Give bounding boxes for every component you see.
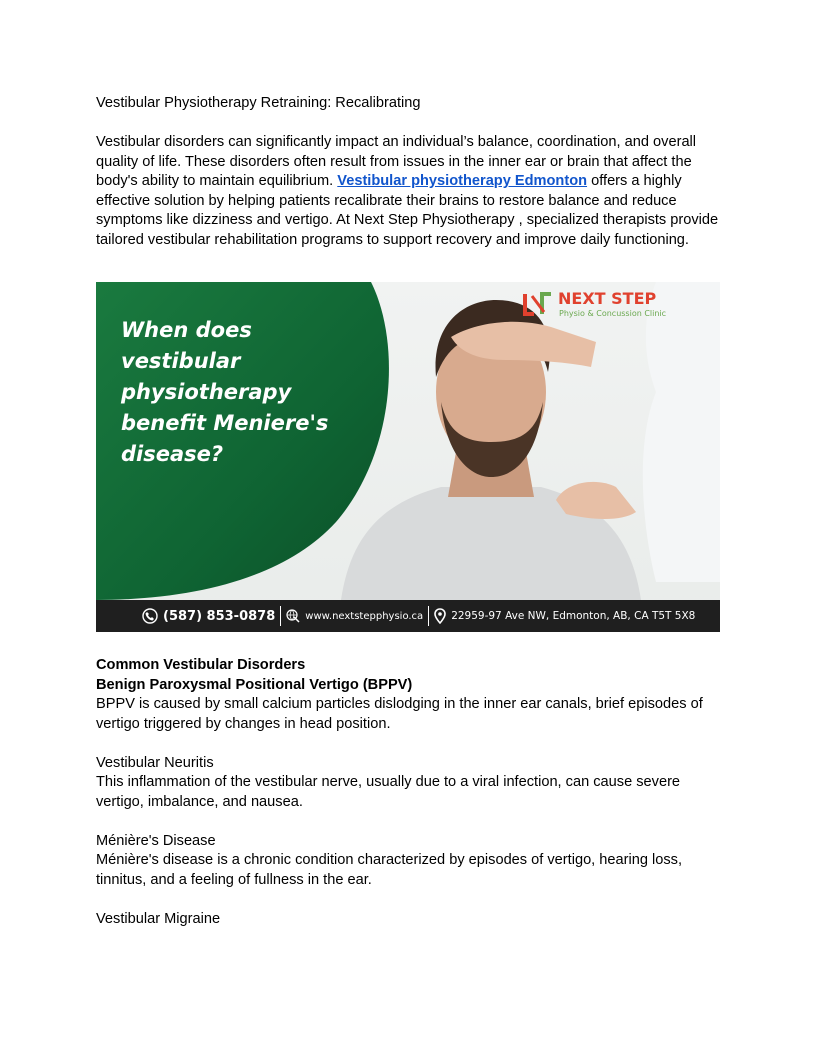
intro-text-after: offers a highly effective solution by helping patients recalibrate their brains to restore balance and reduce symptoms like dizziness and vertigo. At Next Step Physiotherapy , specialized therapists provide tailored vestibular rehabilitation programs to support recovery and improve daily functioning. xyxy=(96,173,719,248)
phone-number: (587) 853-0878 xyxy=(163,608,276,624)
contact-phone xyxy=(142,608,275,624)
neuritis-text: This inflammation of the vestibular nerve, usually due to a viral infection, can cause severe vertigo, imbalance, and nausea. xyxy=(96,774,681,810)
paragraph-gap xyxy=(96,734,720,754)
website-url: www.nextstepphysio.ca xyxy=(305,610,424,622)
physiotherapy-edmonton-link[interactable]: Vestibular physiotherapy Edmonton xyxy=(337,173,588,189)
footer-divider xyxy=(428,606,429,626)
intro-paragraph xyxy=(96,133,720,250)
headline-line-2: vestibular xyxy=(121,349,241,373)
bppv-text: BPPV is caused by small calcium particles dislodging in the inner ear canals, brief episodes of vertigo triggered by changes in head position. xyxy=(96,696,703,732)
headline-line-1: When does xyxy=(121,318,252,342)
address-text: 22959-97 Ave NW, Edmonton, AB, CA T5T 5X8 xyxy=(451,610,696,622)
next-step-logo xyxy=(522,290,672,320)
meniere-text: Ménière's disease is a chronic condition characterized by episodes of vertigo, hearing loss, tinnitus, and a feeling of fullness in the ear. xyxy=(96,852,683,888)
location-pin-icon xyxy=(434,608,446,624)
meniere-heading: Ménière's Disease xyxy=(96,832,216,849)
bppv-heading: Benign Paroxysmal Positional Vertigo (BPPV) xyxy=(96,676,413,693)
contact-website xyxy=(286,609,423,623)
headline-line-4: benefit Meniere's xyxy=(121,411,329,435)
phone-icon xyxy=(142,608,158,624)
footer-divider xyxy=(280,606,281,626)
web-icon xyxy=(286,609,300,623)
intro-text-before: Vestibular disorders can significantly impact an individual’s balance, coordination, and overall quality of life. These disorders often result from issues in the inner ear or brain that affect the body's ability to maintain equilibrium. xyxy=(96,134,697,189)
section-heading: Common Vestibular Disorders xyxy=(96,657,306,673)
paragraph-gap xyxy=(96,890,720,910)
banner-headline xyxy=(121,315,351,470)
neuritis-heading: Vestibular Neuritis xyxy=(96,754,214,771)
banner-contact-bar xyxy=(96,600,720,632)
headline-line-3: physiotherapy xyxy=(121,380,292,404)
document-page xyxy=(96,94,720,929)
headline-line-5: disease? xyxy=(121,442,224,466)
logo-tagline: Physio & Concussion Clinic xyxy=(559,309,667,318)
paragraph-gap xyxy=(96,812,720,832)
contact-address xyxy=(434,608,695,624)
logo-name: NEXT STEP xyxy=(558,289,657,308)
logo-mark-icon xyxy=(522,290,554,318)
promo-banner-image xyxy=(96,282,720,632)
document-title: Vestibular Physiotherapy Retraining: Recalibrating xyxy=(96,95,421,111)
migraine-heading: Vestibular Migraine xyxy=(96,910,221,927)
